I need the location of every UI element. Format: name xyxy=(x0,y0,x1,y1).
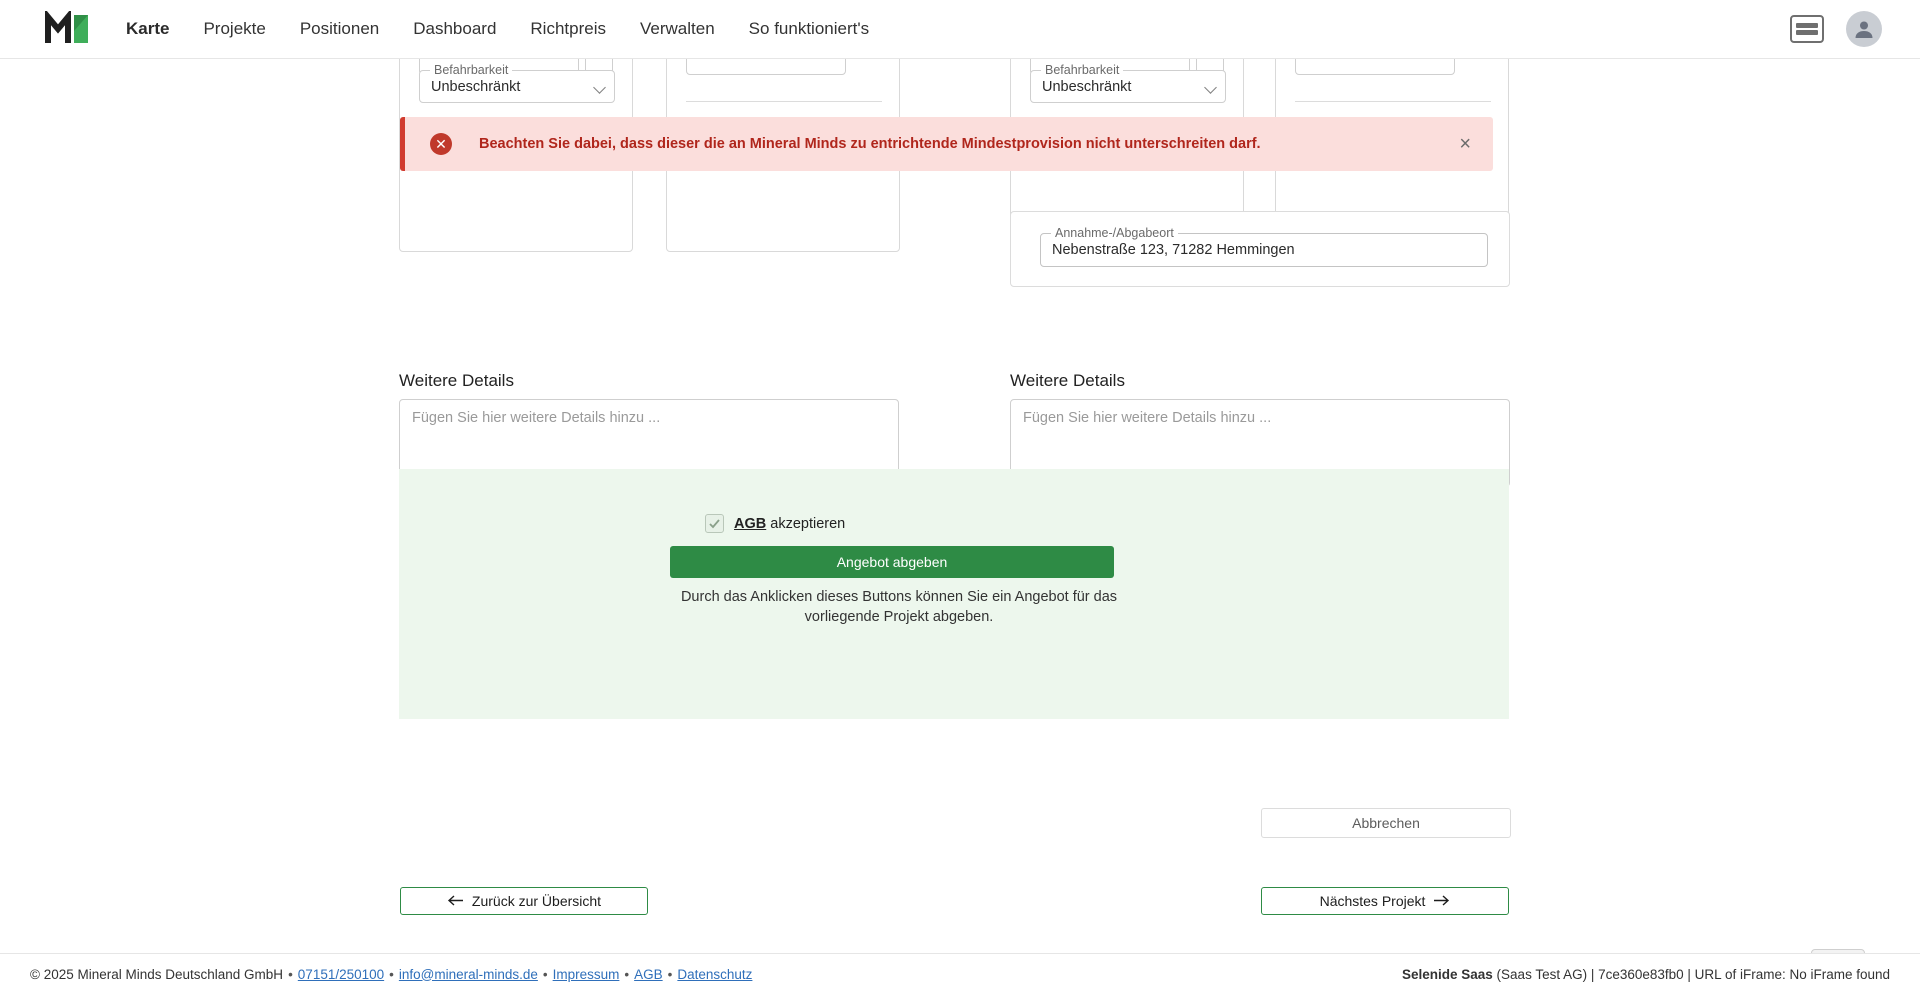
befahrbarkeit-label-1: Befahrbarkeit xyxy=(430,63,512,77)
befahrbarkeit-value-1: Unbeschränkt xyxy=(431,79,521,95)
avatar[interactable] xyxy=(1846,11,1882,47)
back-to-overview-label: Zurück zur Übersicht xyxy=(471,893,602,909)
validation-alert xyxy=(400,117,1493,171)
agb-checkbox[interactable] xyxy=(705,514,724,533)
submit-hint-line2: vorliegende Projekt abgeben. xyxy=(804,609,994,625)
footer-impressum-link[interactable]: Impressum xyxy=(552,966,620,982)
footer-tenant-name: Selenide Saas xyxy=(1401,966,1493,982)
chevron-down-icon-1[interactable] xyxy=(593,81,606,94)
error-circle-icon: ✕ xyxy=(430,133,452,155)
annahme-abgabeort-panel xyxy=(1010,211,1510,287)
submit-hint xyxy=(599,587,1199,627)
nav-item-projekte[interactable]: Projekte xyxy=(203,19,266,38)
divider-2 xyxy=(686,101,882,102)
submit-panel xyxy=(399,469,1509,719)
footer xyxy=(0,953,1920,994)
mineral-minds-logo-icon[interactable] xyxy=(40,9,98,49)
footer-session-info: (Saas Test AG) | 7ce360e83fb0 | URL of iFrame: No iFrame found xyxy=(1496,966,1890,982)
details-placeholder-left: Fügen Sie hier weitere Details hinzu ... xyxy=(412,410,661,426)
nav-item-verwalten[interactable]: Verwalten xyxy=(640,19,715,38)
details-title-right: Weitere Details xyxy=(1010,371,1125,390)
nav-item-dashboard[interactable]: Dashboard xyxy=(413,19,497,38)
befahrbarkeit-label-2: Befahrbarkeit xyxy=(1041,63,1123,77)
nav-item-richtpreis[interactable]: Richtpreis xyxy=(530,19,606,38)
agb-checkbox-row[interactable] xyxy=(705,514,845,533)
submit-offer-button[interactable]: Angebot abgeben xyxy=(670,546,1114,578)
chevron-down-icon-2[interactable] xyxy=(1204,81,1217,94)
page-content xyxy=(0,59,1920,953)
divider-4 xyxy=(1295,101,1491,102)
agb-suffix: akzeptieren xyxy=(766,515,846,532)
agb-label xyxy=(734,516,845,532)
submit-hint-line1: Durch das Anklicken dieses Buttons können Sie ein Angebot für das xyxy=(680,589,1118,605)
agb-link[interactable]: AGB xyxy=(734,515,767,532)
alert-message: Beachten Sie dabei, dass dieser die an Mineral Minds zu entrichtende Mindestprovision nicht unterschreiten darf. xyxy=(479,136,1261,152)
footer-copyright: © 2025 Mineral Minds Deutschland GmbH xyxy=(30,966,284,982)
befahrbarkeit-select-1[interactable] xyxy=(419,63,615,103)
annahme-abgabeort-label: Annahme-/Abgabeort xyxy=(1051,226,1178,240)
befahrbarkeit-value-2: Unbeschränkt xyxy=(1042,79,1132,95)
befahrbarkeit-select-2[interactable] xyxy=(1030,63,1226,103)
nav-item-so-funktionierts[interactable]: So funktioniert's xyxy=(748,19,870,38)
next-project-label: Nächstes Projekt xyxy=(1319,893,1426,909)
arrow-left-icon xyxy=(447,893,464,909)
nav-item-positionen[interactable]: Positionen xyxy=(299,19,380,38)
footer-datenschutz-link[interactable]: Datenschutz xyxy=(677,966,753,982)
footer-email-link[interactable]: info@mineral-minds.de xyxy=(398,966,538,982)
footer-right xyxy=(1402,967,1890,982)
topbar-actions xyxy=(1790,11,1882,47)
server-icon[interactable] xyxy=(1790,15,1824,43)
arrow-right-icon xyxy=(1433,893,1450,909)
annahme-abgabeort-input[interactable] xyxy=(1040,226,1488,267)
footer-agb-link[interactable]: AGB xyxy=(634,966,663,982)
details-title-left: Weitere Details xyxy=(399,371,514,390)
top-navigation-bar xyxy=(0,0,1920,59)
cancel-button[interactable]: Abbrechen xyxy=(1261,808,1511,838)
footer-left: © 2025 Mineral Minds Deutschland GmbH • 07151/250100 • info@mineral-minds.de • Impressum • AGB • Datenschutz xyxy=(30,966,753,982)
main-nav xyxy=(126,0,869,58)
details-placeholder-right: Fügen Sie hier weitere Details hinzu ... xyxy=(1023,410,1272,426)
back-to-overview-button[interactable] xyxy=(400,887,648,915)
annahme-abgabeort-value: Nebenstraße 123, 71282 Hemmingen xyxy=(1052,242,1295,258)
alert-close-icon[interactable]: × xyxy=(1459,133,1471,155)
next-project-button[interactable] xyxy=(1261,887,1509,915)
nav-item-karte[interactable]: Karte xyxy=(126,19,170,38)
footer-phone-link[interactable]: 07151/250100 xyxy=(297,966,385,982)
